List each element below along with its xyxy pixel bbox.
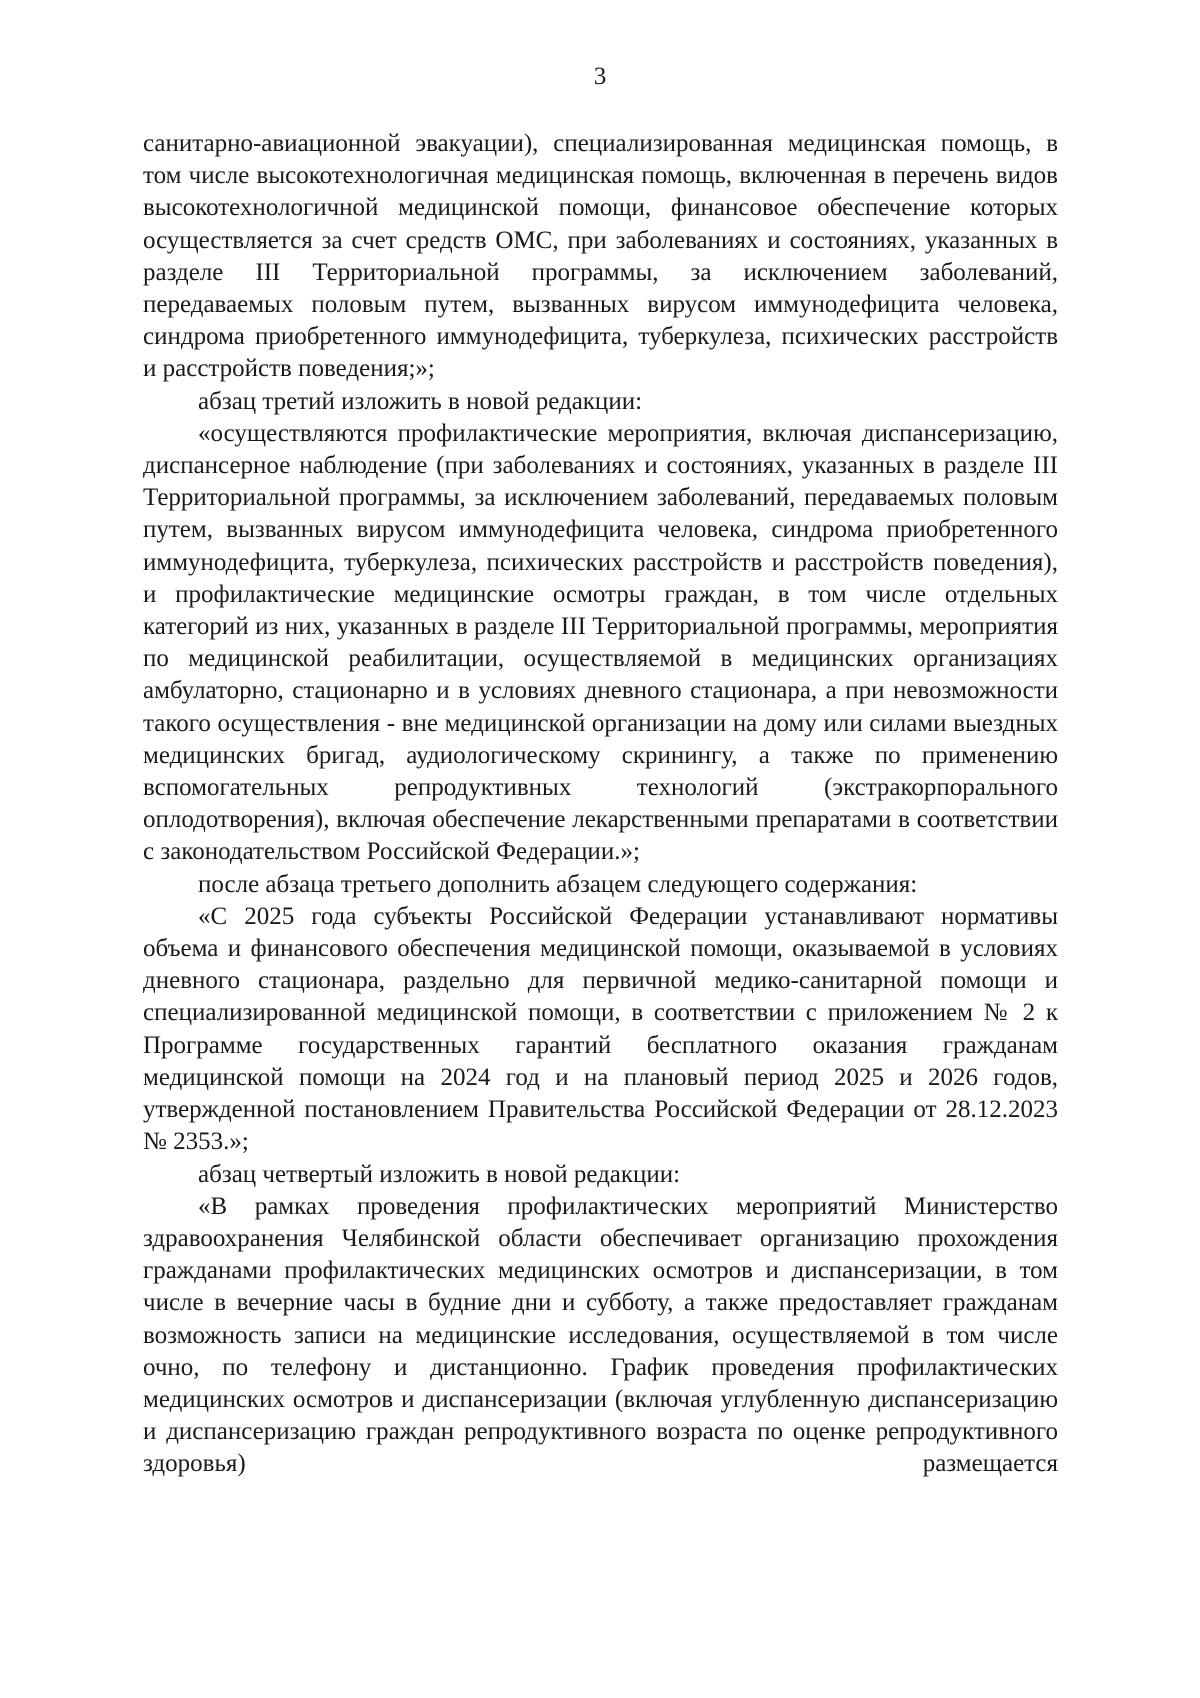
paragraph-instruction: абзац четвертый изложить в новой редакции: [198, 1160, 681, 1188]
document-body [143, 128, 1058, 1481]
paragraph-amendment: «осуществляются профилактические мероприятия, включая диспансеризацию, диспансерное наблюдение (при заболеваниях и состояниях, указанных в разделе III Территориальной программы, за исключением заболеваний, передаваемых половым путем, вызванных вирусом иммунодефицита человека, синдрома приобретенного иммунодефицита, туберкулеза, психических расстройств и расстройств поведения), и профилактические медицинские осмотры граждан, в том числе отдельных категорий из них, указанных в разделе III Территориальной программы, мероприятия по медицинской реабилитации, осуществляемой в медицинских организациях амбулаторно, стационарно и в условиях дневного стационара, а при невозможности такого осуществления - вне медицинской организации на дому или силами выездных медицинских бригад, аудиологическому скринингу, а также по применению вспомогательных репродуктивных технологий (экстракорпорального оплодотворения), включая обеспечение лекарственными препаратами в соответствии с законодательством Российской Федерации.»; [143, 419, 1058, 866]
paragraph-amendment: «С 2025 года субъекты Российской Федерации устанавливают нормативы объема и финансового обеспечения медицинской помощи, оказываемой в условиях дневного стационара, раздельно для первичной медико-санитарной помощи и специализированной медицинской помощи, в соответствии с приложением № 2 к Программе государственных гарантий бесплатного оказания гражданам медицинской помощи на 2024 год и на плановый период 2025 и 2026 годов, утвержденной постановлением Правительства Российской Федерации от 28.12.2023 № 2353.»; [143, 902, 1058, 1156]
paragraph-instruction: абзац третий изложить в новой редакции: [198, 387, 643, 415]
page-number: 3 [593, 63, 607, 90]
paragraph-continuation: санитарно-авиационной эвакуации), специализированная медицинская помощь, в том числе высокотехнологичная медицинская помощь, включенная в перечень видов высокотехнологичной медицинской помощи, финансовое обеспечение которых осуществляется за счет средств ОМС, при заболеваниях и состояниях, указанных в разделе III Территориальной программы, за исключением заболеваний, передаваемых половым путем, вызванных вирусом иммунодефицита человека, синдрома приобретенного иммунодефицита, туберкулеза, психических расстройств и расстройств поведения;»; [143, 130, 1058, 383]
paragraph-amendment: «В рамках проведения профилактических мероприятий Министерство здравоохранения Челябинской области обеспечивает организацию прохождения гражданами профилактических медицинских осмотров и диспансеризации, в том числе в вечерние часы в будние дни и субботу, а также предоставляет гражданам возможность записи на медицинские исследования, осуществляемой в том числе очно, по телефону и дистанционно. График проведения профилактических медицинских осмотров и диспансеризации (включая углубленную диспансеризацию и диспансеризацию граждан репродуктивного возраста по оценке репродуктивного здоровья) размещается [143, 1192, 1058, 1478]
paragraph-instruction: после абзаца третьего дополнить абзацем следующего содержания: [198, 870, 918, 898]
